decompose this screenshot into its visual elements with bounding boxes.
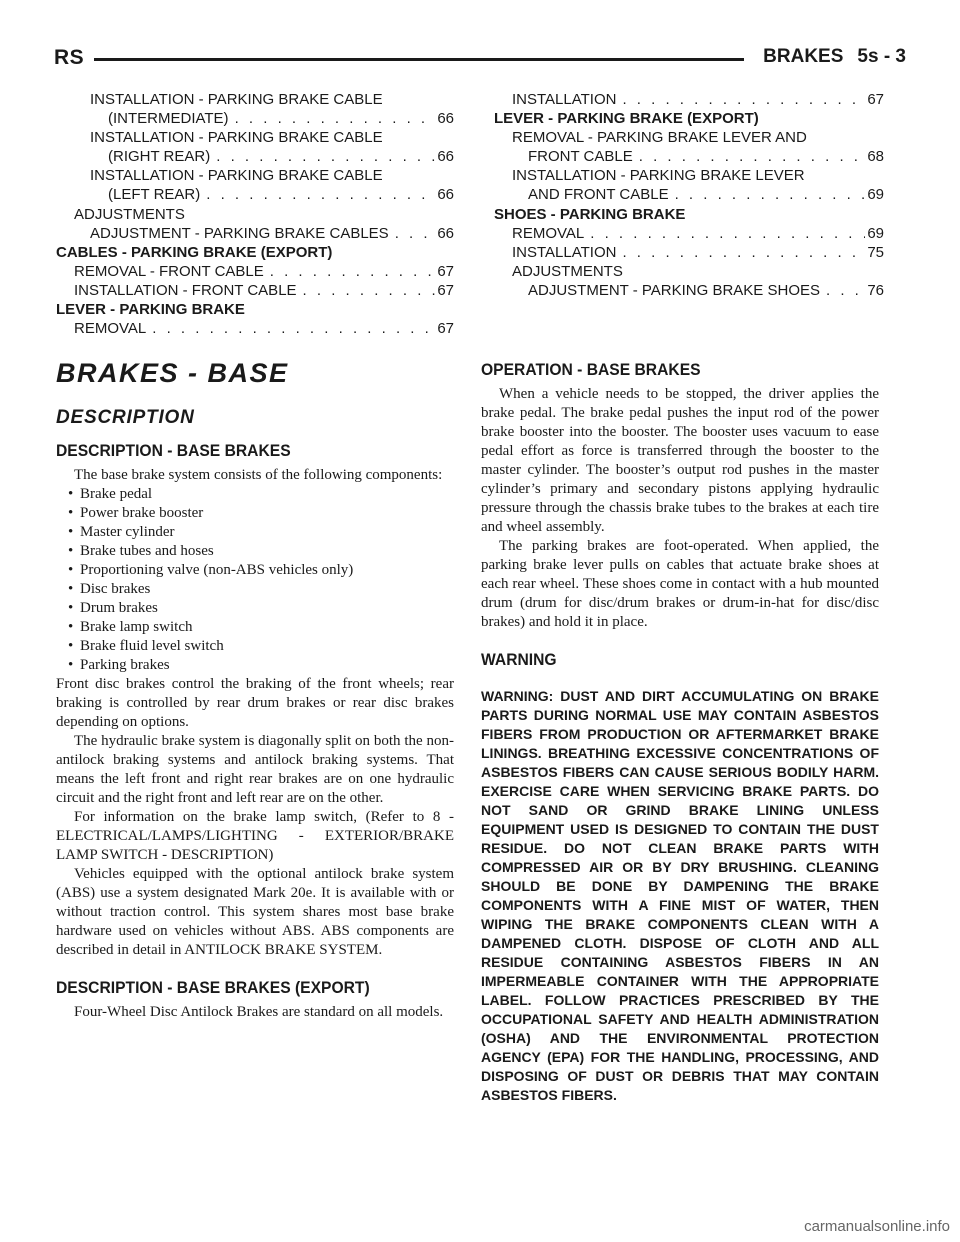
toc-leader-dots — [216, 147, 435, 166]
toc-leader-dots — [675, 185, 866, 204]
header-page-number: 5s - 3 — [857, 46, 906, 67]
component-list-item: • Parking brakes — [68, 656, 454, 675]
toc-page-number: 76 — [867, 281, 884, 299]
header-rule — [94, 58, 744, 61]
desc-base-p1: Front disc brakes control the braking of the front wheels; rear braking is controlled by rear drum brakes or rear disc brakes depending on options. — [56, 676, 454, 730]
warning-text: WARNING: DUST AND DIRT ACCUMULATING ON BRAKE PARTS DURING NORMAL USE MAY CONTAIN ASBESTOS FIBERS FROM PRODUCTION OR AFTERMARKET BRAKE LININGS. BREATHING EXCESSIVE CONCENTRATIONS OF ASBESTOS FIBERS CAN CAUSE SERIOUS BODILY HARM. EXERCISE CARE WHEN SERVICING BRAKE PARTS. DO NOT SAND OR GRIND BRAKE LINING UNLESS EQUIPMENT USED IS DESIGNED TO CONTAIN THE DUST RESIDUE. DO NOT CLEAN BRAKE PARTS WITH COMPRESSED AIR OR BY DRY BRUSHING. CLEANING SHOULD BE DONE BY DAMPENING THE BRAKE COMPONENTS WITH A FINE MIST OF WATER, THEN WIPING THE BRAKE COMPONENTS CLEAN WITH A DAMPENED CLOTH. DISPOSE OF CLOTH AND ALL RESIDUE CONTAINING ASBESTOS FIBERS IN AN IMPERMEABLE CONTAINER WITH THE APPROPRIATE LABEL. FOLLOW PRACTICES PRESCRIBED BY THE OCCUPATIONAL SAFETY AND HEALTH ADMINISTRATION (OSHA) AND THE ENVIRONMENTAL PROTECTION AGENCY (EPA) FOR THE HANDLING, PROCESSING, AND DISPOSING OF DUST OR DEBRIS THAT MAY CONTAIN ASBESTOS FIBERS. — [481, 688, 879, 1103]
toc-entry-title: AND FRONT CABLE — [528, 186, 669, 204]
toc-page-number: 67 — [867, 91, 884, 108]
toc-leader-dots — [622, 90, 865, 109]
toc-entry-title: ADJUSTMENTS — [74, 205, 185, 223]
header-section: BRAKES — [763, 46, 844, 67]
component-list-item: • Power brake booster — [68, 504, 454, 523]
desc-export-title: DESCRIPTION - BASE BRAKES (EXPORT) — [56, 978, 370, 997]
desc-export-p1: Four-Wheel Disc Antilock Brakes are standard on all models. — [74, 1004, 444, 1020]
component-list-item: • Master cylinder — [68, 523, 454, 542]
toc-page-number: 66 — [437, 224, 454, 242]
toc-entry-title: INSTALLATION — [512, 91, 617, 108]
main-title: BRAKES - BASE — [56, 358, 289, 388]
toc-entry[interactable] — [494, 262, 884, 281]
toc-entry[interactable] — [56, 109, 454, 128]
component-list-item: • Disc brakes — [68, 580, 454, 599]
toc-entry-title: REMOVAL — [512, 224, 585, 242]
desc-base-p2: The hydraulic brake system is diagonally split on both the non-antilock braking systems and antilock braking systems. That means the left front and right rear brakes are on one hydraulic circuit and the right front and left rear are on the other. — [56, 733, 454, 806]
toc-entry-title: INSTALLATION - PARKING BRAKE LEVER — [512, 167, 805, 185]
toc-entry[interactable] — [56, 166, 454, 185]
toc-page-number: 69 — [867, 186, 884, 204]
toc-entry-title: REMOVAL — [74, 320, 147, 338]
toc-entry[interactable] — [56, 262, 454, 281]
toc-leader-dots — [395, 224, 436, 243]
toc-entry-title: ADJUSTMENTS — [512, 262, 623, 280]
toc-entry[interactable] — [494, 90, 884, 109]
component-list-item: • Brake fluid level switch — [68, 637, 454, 656]
operation-p2: The parking brakes are foot-operated. When applied, the parking brake lever pulls on cables that actuate brake shoes at each rear wheel. These shoes come in contact with a hub mounted drum (drum for disc/drum brakes or drum-in-hat for disc/disc brakes) and hold it in place. — [481, 538, 879, 630]
toc-page-number: 67 — [437, 281, 454, 299]
toc-leader-dots — [206, 185, 435, 204]
toc-page-number: 75 — [867, 243, 884, 261]
component-list-item: • Brake lamp switch — [68, 618, 454, 637]
toc-page-number: 67 — [437, 262, 454, 280]
toc-entry[interactable] — [56, 185, 454, 204]
toc-entry[interactable] — [56, 300, 454, 319]
toc-entry-title: ADJUSTMENT - PARKING BRAKE CABLES — [90, 224, 389, 242]
toc-right-column — [494, 90, 884, 300]
toc-entry-title: (INTERMEDIATE) — [108, 110, 229, 128]
toc-page-number: 66 — [437, 110, 454, 128]
toc-entry[interactable] — [494, 109, 884, 128]
watermark: carmanualsonline.info — [804, 1218, 950, 1235]
toc-entry[interactable] — [56, 128, 454, 147]
component-list-item: • Proportioning valve (non-ABS vehicles only) — [68, 561, 454, 580]
component-list-item: • Brake pedal — [68, 485, 454, 504]
toc-left-column — [56, 90, 454, 338]
page-header — [54, 44, 906, 72]
toc-page-number: 67 — [437, 320, 454, 338]
description-heading: DESCRIPTION — [56, 407, 195, 428]
toc-entry-title: FRONT CABLE — [528, 148, 633, 166]
header-model: RS — [54, 46, 85, 69]
toc-entry-title: REMOVAL - FRONT CABLE — [74, 262, 264, 280]
toc-entry[interactable] — [494, 243, 884, 262]
component-list-item: • Brake tubes and hoses — [68, 542, 454, 561]
toc-leader-dots — [152, 319, 435, 338]
toc-entry[interactable] — [56, 90, 454, 109]
toc-entry[interactable] — [494, 224, 884, 243]
header-right — [763, 46, 906, 68]
toc-leader-dots — [235, 109, 436, 128]
toc-entry[interactable] — [56, 243, 454, 262]
toc-entry[interactable] — [56, 224, 454, 243]
toc-leader-dots — [303, 281, 436, 300]
toc-entry-title: (LEFT REAR) — [108, 186, 201, 204]
toc-leader-dots — [270, 262, 436, 281]
toc-entry-title: INSTALLATION - PARKING BRAKE CABLE — [90, 129, 383, 147]
toc-leader-dots — [826, 281, 865, 300]
left-column — [56, 350, 454, 1022]
warning-title: WARNING — [481, 650, 557, 669]
toc-entry-title: LEVER - PARKING BRAKE — [56, 301, 245, 319]
toc-leader-dots — [622, 243, 865, 262]
toc-entry-title: INSTALLATION - FRONT CABLE — [74, 281, 297, 299]
toc-leader-dots — [590, 224, 865, 243]
toc-page-number: 66 — [437, 186, 454, 204]
toc-entry[interactable] — [494, 166, 884, 185]
toc-entry-title: INSTALLATION - PARKING BRAKE CABLE — [90, 167, 383, 185]
toc-entry[interactable] — [494, 185, 884, 204]
toc-entry[interactable] — [494, 205, 884, 224]
operation-title: OPERATION - BASE BRAKES — [481, 360, 701, 379]
desc-base-intro: The base brake system consists of the following components: — [74, 467, 443, 483]
toc-entry-title: LEVER - PARKING BRAKE (EXPORT) — [494, 110, 759, 128]
toc-page-number: 68 — [867, 148, 884, 166]
toc-entry[interactable] — [56, 319, 454, 338]
component-list-item: • Drum brakes — [68, 599, 454, 618]
toc-entry-title: CABLES - PARKING BRAKE (EXPORT) — [56, 243, 333, 261]
toc-entry[interactable] — [56, 205, 454, 224]
toc-page-number: 66 — [437, 148, 454, 166]
desc-base-title: DESCRIPTION - BASE BRAKES — [56, 441, 291, 460]
toc-entry-title: (RIGHT REAR) — [108, 148, 211, 166]
toc-entry-title: REMOVAL - PARKING BRAKE LEVER AND — [512, 129, 807, 147]
right-column — [481, 350, 879, 1105]
toc-entry[interactable] — [494, 147, 884, 166]
toc-entry[interactable] — [56, 281, 454, 300]
operation-p1: When a vehicle needs to be stopped, the driver applies the brake pedal. The brake pedal pushes the input rod of the power brake booster into the booster. The booster uses vacuum to ease pedal effort as force is transferred through the booster to the master cylinder. The booster’s output rod pushes in the master cylinder’s primary and secondary pistons applying hydraulic pressure through the chassis brake tubes to the brakes at each tire and wheel assembly. — [481, 386, 879, 535]
toc-entry[interactable] — [494, 281, 884, 300]
toc-entry[interactable] — [494, 128, 884, 147]
toc-entry[interactable] — [56, 147, 454, 166]
toc-leader-dots — [639, 147, 866, 166]
desc-base-p4: Vehicles equipped with the optional antilock brake system (ABS) use a system designated Mark 20e. It is available with or without traction control. This system shares most base brake hardware used on vehicles without ABS. ABS components are described in detail in ANTILOCK BRAKE SYSTEM. — [56, 866, 454, 958]
component-list — [56, 485, 454, 675]
toc-entry-title: INSTALLATION — [512, 243, 617, 261]
toc-page-number: 69 — [867, 224, 884, 242]
toc-entry-title: SHOES - PARKING BRAKE — [494, 205, 686, 223]
toc-entry-title: INSTALLATION - PARKING BRAKE CABLE — [90, 91, 383, 108]
toc-entry-title: ADJUSTMENT - PARKING BRAKE SHOES — [528, 281, 820, 299]
desc-base-p3: For information on the brake lamp switch, (Refer to 8 - ELECTRICAL/LAMPS/LIGHTING - EXTERIOR/BRAKE LAMP SWITCH - DESCRIPTION) — [56, 809, 454, 863]
